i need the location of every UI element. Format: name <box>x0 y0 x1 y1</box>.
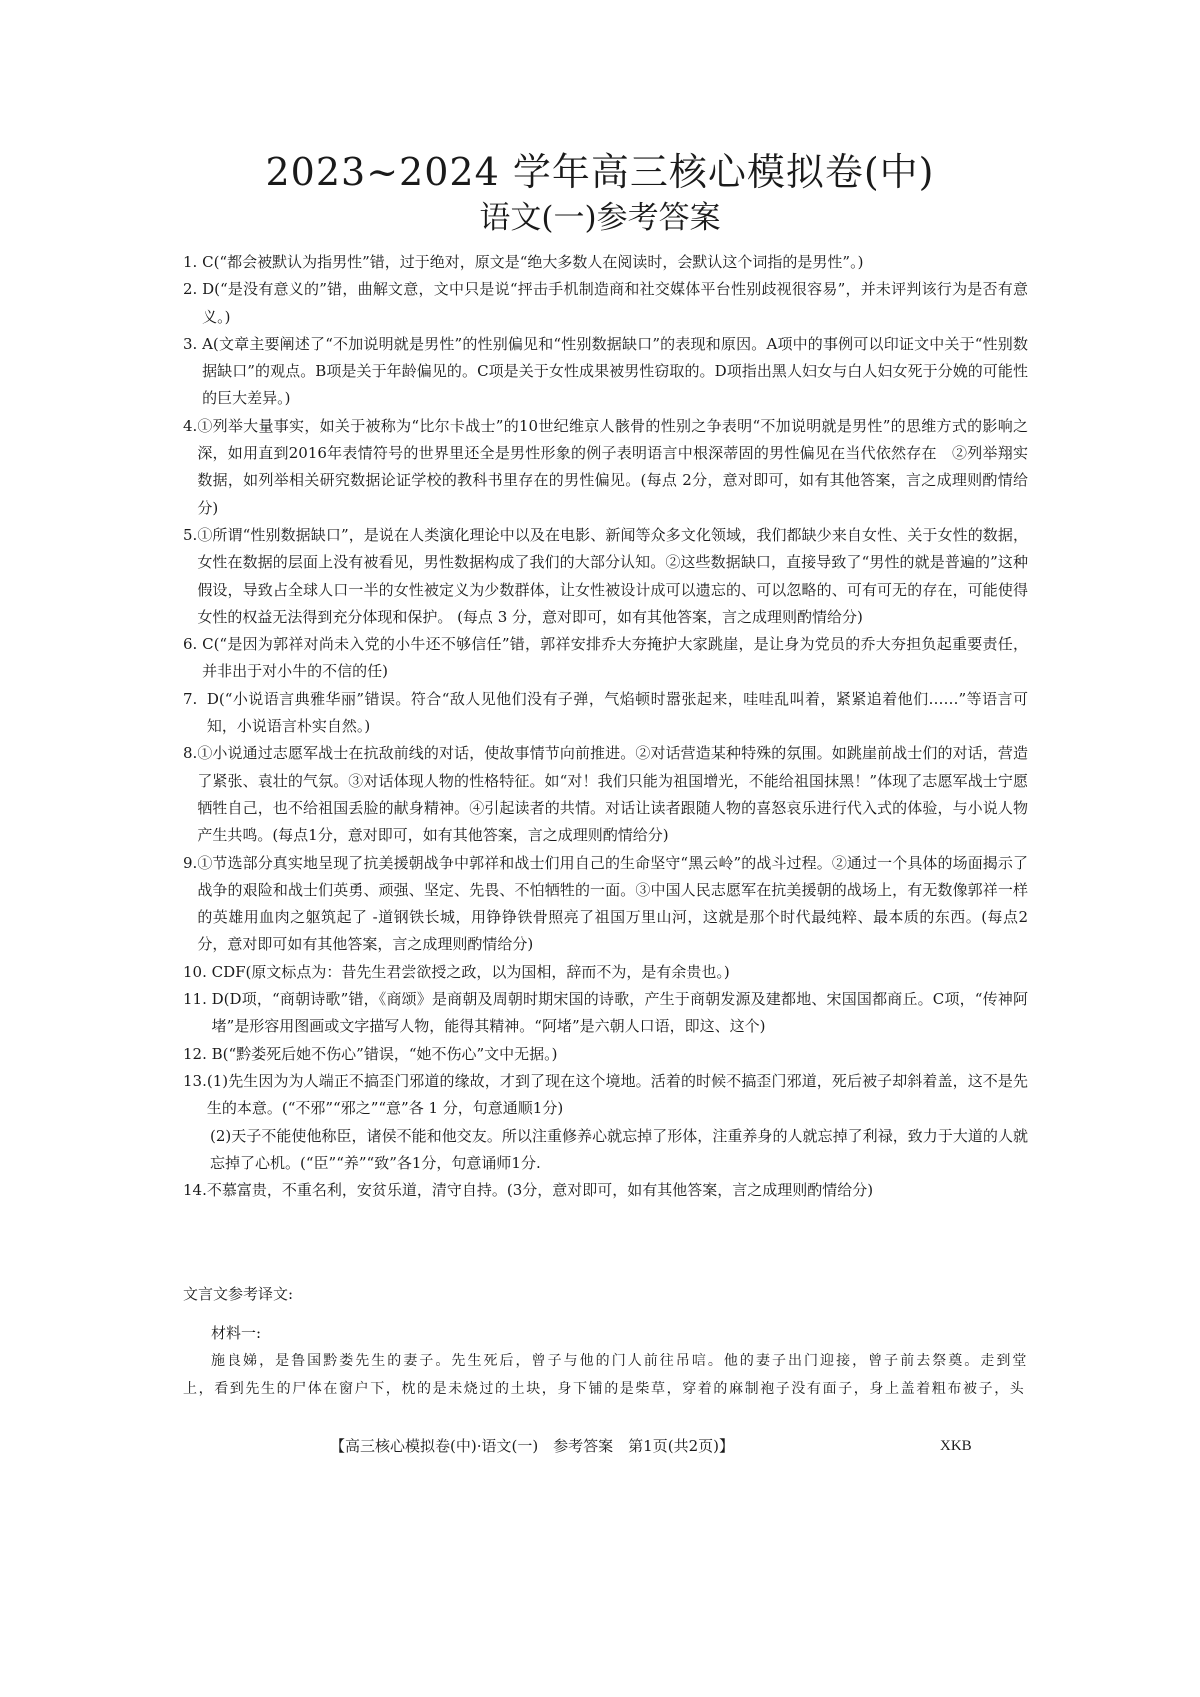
answer-text: (1)先生因为为人端正不搞歪门邪道的缘故，才到了现在这个境地。活着的时候不搞歪门邪道，死后被子却斜着盖，这不是先生的本意。(“不邪”“邪之”“意”各 1 分，句意通顺1分) <box>206 1071 1028 1118</box>
answer-text: 不慕富贵，不重名利，安贫乐道，清守自持。(3分，意对即可，如有其他答案，言之成理则酌情给分) <box>206 1181 874 1200</box>
page-subtitle: 语文(一)参考答案 <box>479 200 721 236</box>
answer-text: A(文章主要阐述了“不加说明就是男性”的性别偏见和“性别数据缺口”的表现和原因。A项中的事例可以印证文中关于“性别数据缺口”的观点。B项是关于年龄偏见的。C项是关于女性成果被男性窃取的。D项指出黑人妇女与白人妇女死于分娩的可能性的巨大差异。) <box>202 334 1028 408</box>
answer-number: 2. <box>183 280 203 299</box>
answer-number: 11. <box>183 990 212 1009</box>
answer-item-8 <box>183 740 1028 849</box>
answer-text: ①列举大量事实，如关于被称为“比尔卡战士”的10世纪维京人骸骨的性别之争表明“不加说明就是男性”的思维方式的影响之深，如用直到2016年表情符号的世界里还全是男性形象的例子表明语言中根深蒂固的男性偏见在当代依然存在 ②列举翔实数据，如列举相关研究数据论证学校的教科书里存在的男性偏见。(每点 2分，意对即可，如有其他答案，言之成理则酌情给分) <box>197 416 1028 517</box>
answer-number: 6. <box>183 635 203 654</box>
answer-number: 13. <box>183 1071 207 1090</box>
answer-item-2 <box>183 276 1028 331</box>
answer-item-14 <box>183 1177 1028 1204</box>
answer-item-7 <box>183 686 1028 741</box>
answer-item-1 <box>183 249 1028 276</box>
translation-heading: 文言文参考译文: <box>183 1285 294 1303</box>
translation-text: 施良娣，是鲁国黔娄先生的妻子。先生死后，曾子与他的门人前往吊唁。他的妻子出门迎接，曾子前去祭奠。走到堂上，看到先生的尸体在窗户下，枕的是未烧过的土块，身下铺的是柴草，穿着的麻制袍子没有面子，身上盖着粗布被子，头 <box>183 1353 1028 1397</box>
footer-code: XKB <box>940 1438 972 1454</box>
answer-item-9 <box>183 850 1028 959</box>
answer-text: D(“是没有意义的”错，曲解文意，文中只是说“抨击手机制造商和社交媒体平台性别歧视很容易”，并未评判该行为是否有意义。) <box>202 280 1028 326</box>
answer-text: D(“小说语言典雅华丽”错误。符合“敌人见他们没有子弹，气焰顿时嚣张起来，哇哇乱叫着，紧紧追着他们……”等语言可知，小说语言朴实自然。) <box>206 689 1028 736</box>
answer-number: 7. <box>183 689 207 708</box>
answer-text: CDF(原文标点为：昔先生君尝欲授之政，以为国相，辞而不为，是有余贵也。) <box>211 962 730 981</box>
answer-text: C(“是因为郭祥对尚未入党的小牛还不够信任”错，郭祥安排乔大夯掩护大家跳崖，是让身为党员的乔大夯担负起重要责任，并非出于对小牛的不信的任) <box>202 635 1028 681</box>
answer-item-12 <box>183 1041 1028 1068</box>
answer-number: 5. <box>183 525 198 544</box>
answer-number: 8. <box>183 744 198 763</box>
page-title: 2023~2024 学年高三核心模拟卷(中) <box>265 150 935 194</box>
answer-text: ①所谓“性别数据缺口”，是说在人类演化理论中以及在电影、新闻等众多文化领域，我们都缺少来自女性、关于女性的数据，女性在数据的层面上没有被看见，男性数据构成了我们的大部分认知。②这些数据缺口，直接导致了“男性的就是普遍的”这种假设，导致占全球人口一半的女性被定义为少数群体，让女性被设计成可以遗忘的、可以忽略的、可有可无的存在，可能使得女性的权益无法得到充分体现和保护。 (每点 3 分，意对即可，如有其他答案，言之成理则酌情给分) <box>197 525 1028 626</box>
answer-number: 1. <box>183 253 203 271</box>
answer-item-6 <box>183 631 1028 686</box>
material-heading: 材料一: <box>211 1324 262 1342</box>
answer-number: 14. <box>183 1181 207 1200</box>
answer-text: ①小说通过志愿军战士在抗敌前线的对话，使故事情节向前推进。②对话营造某种特殊的氛围。如跳崖前战士们的对话，营造了紧张、袁壮的气氛。③对话体现人物的性格特征。如“对！我们只能为祖国增光，不能给祖国抹黑！”体现了志愿军战士宁愿牺牲自己，也不给祖国丢脸的献身精神。④引起读者的共情。对话让读者跟随人物的喜怒哀乐进行代入式的体验，与小说人物产生共鸣。(每点1分，意对即可，如有其他答案，言之成理则酌情给分) <box>197 744 1028 845</box>
answer-number: 12. <box>183 1044 212 1063</box>
answer-item-11 <box>183 986 1028 1041</box>
answer-item-3 <box>183 331 1028 413</box>
page-footer: 【高三核心模拟卷(中)·语文(一) 参考答案 第1页(共2页)】 <box>330 1437 734 1455</box>
answer-item-4 <box>183 413 1028 522</box>
answer-list <box>183 249 1028 1204</box>
answer-number: 9. <box>183 853 198 872</box>
answer-item-13 <box>183 1068 1028 1123</box>
answer-number: 3. <box>183 334 203 353</box>
answer-text: ①节选部分真实地呈现了抗美援朝战争中郭祥和战士们用自己的生命坚守“黑云岭”的战斗过程。②通过一个具体的场面揭示了战争的艰险和战士们英勇、顽强、坚定、先畏、不怕牺牲的一面。③中国人民志愿军在抗美援朝的战场上，有无数像郭祥一样的英雄用血肉之躯筑起了 -道钢铁长城，用铮铮铁骨照亮了祖国万里山河，这就是那个时代最纯粹、最本质的东西。(每点2分，意对即可如有其他答案，言之成理则酌情给分) <box>197 853 1028 954</box>
answer-text: C(“都会被默认为指男性”错，过于绝对，原文是“绝大多数人在阅读时，会默认这个词指的是男性”。) <box>202 253 864 271</box>
answer-number: 4. <box>183 416 198 435</box>
answer-text: D(D项，“商朝诗歌”错，《商颂》是商朝及周朝时期宋国的诗歌，产生于商朝发源及建都地、宋国国都商丘。C项，“传神阿堵”是形容用图画或文字描写人物，能得其精神。“阿堵”是六朝人口语，即这、这个) <box>211 990 1028 1036</box>
answer-number: 10. <box>183 962 212 981</box>
answer-text: B(“黔娄死后她不伤心”错误，“她不伤心”文中无据。) <box>211 1044 558 1063</box>
answer-item-13-part-2: (2)天子不能使他称臣，诸侯不能和他交友。所以注重修养心就忘掉了形体，注重养身的人就忘掉了利禄，致力于大道的人就忘掉了心机。(“臣”“养”“致”各1分，句意诵师1分. <box>210 1126 1028 1172</box>
answer-item-5 <box>183 522 1028 631</box>
answer-item-10 <box>183 959 1028 986</box>
